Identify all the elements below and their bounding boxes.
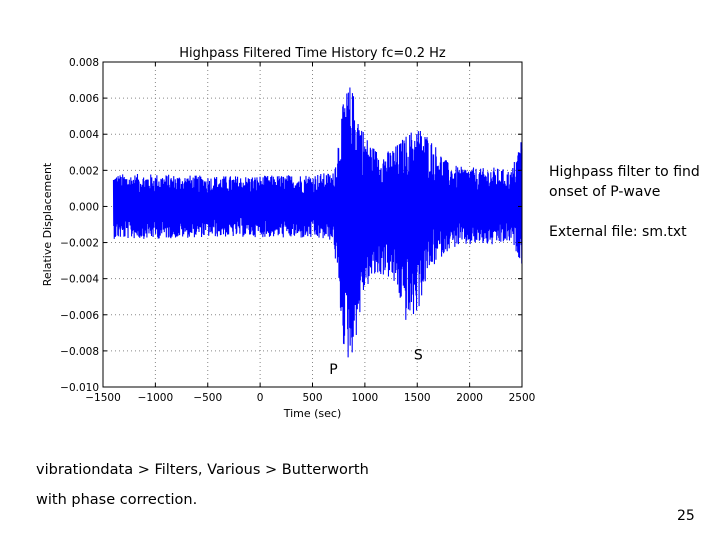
filter-note-line-2: onset of P-wave	[549, 184, 661, 200]
signal-line	[113, 87, 522, 357]
x-tick-label: 0	[256, 392, 264, 404]
y-axis-label: Relative Displacement	[41, 162, 54, 287]
y-tick-label: 0.004	[68, 129, 99, 142]
x-tick-label: −500	[193, 392, 223, 404]
filter-note	[549, 162, 709, 202]
filter-note-line-1: Highpass filter to find	[549, 164, 700, 180]
x-tick-label: 2000	[456, 392, 483, 404]
footer-line-1: vibrationdata > Filters, Various > Butterworth	[36, 462, 369, 478]
y-tick-label: 0.002	[68, 165, 99, 178]
y-tick-label: −0.004	[60, 273, 99, 286]
y-tick-label: −0.002	[60, 237, 99, 250]
annotations	[329, 348, 423, 378]
y-tick-label: −0.008	[60, 345, 99, 358]
x-axis-label: Time (sec)	[283, 407, 342, 420]
page-number: 25	[677, 508, 695, 524]
x-tick-label: 2500	[508, 392, 536, 404]
y-tick-label: 0.000	[68, 201, 99, 214]
x-tick-label: 1500	[403, 392, 431, 404]
signal-series	[113, 87, 522, 357]
x-tick-label: −1500	[85, 392, 121, 404]
y-tick-label: 0.006	[68, 93, 99, 106]
x-tick-label: 1000	[351, 392, 379, 404]
annotation-s: S	[413, 347, 423, 364]
annotation-p: P	[329, 361, 338, 378]
y-tick-label: 0.008	[68, 57, 99, 69]
footer-line-2: with phase correction.	[36, 492, 198, 508]
chart-title: Highpass Filtered Time History fc=0.2 Hz	[179, 46, 446, 61]
x-tick-label: −1000	[137, 392, 174, 404]
x-tick-label: 500	[302, 392, 323, 404]
external-file-note: External file: sm.txt	[549, 224, 687, 240]
y-tick-label: −0.010	[60, 382, 99, 394]
y-tick-label: −0.006	[60, 309, 99, 322]
